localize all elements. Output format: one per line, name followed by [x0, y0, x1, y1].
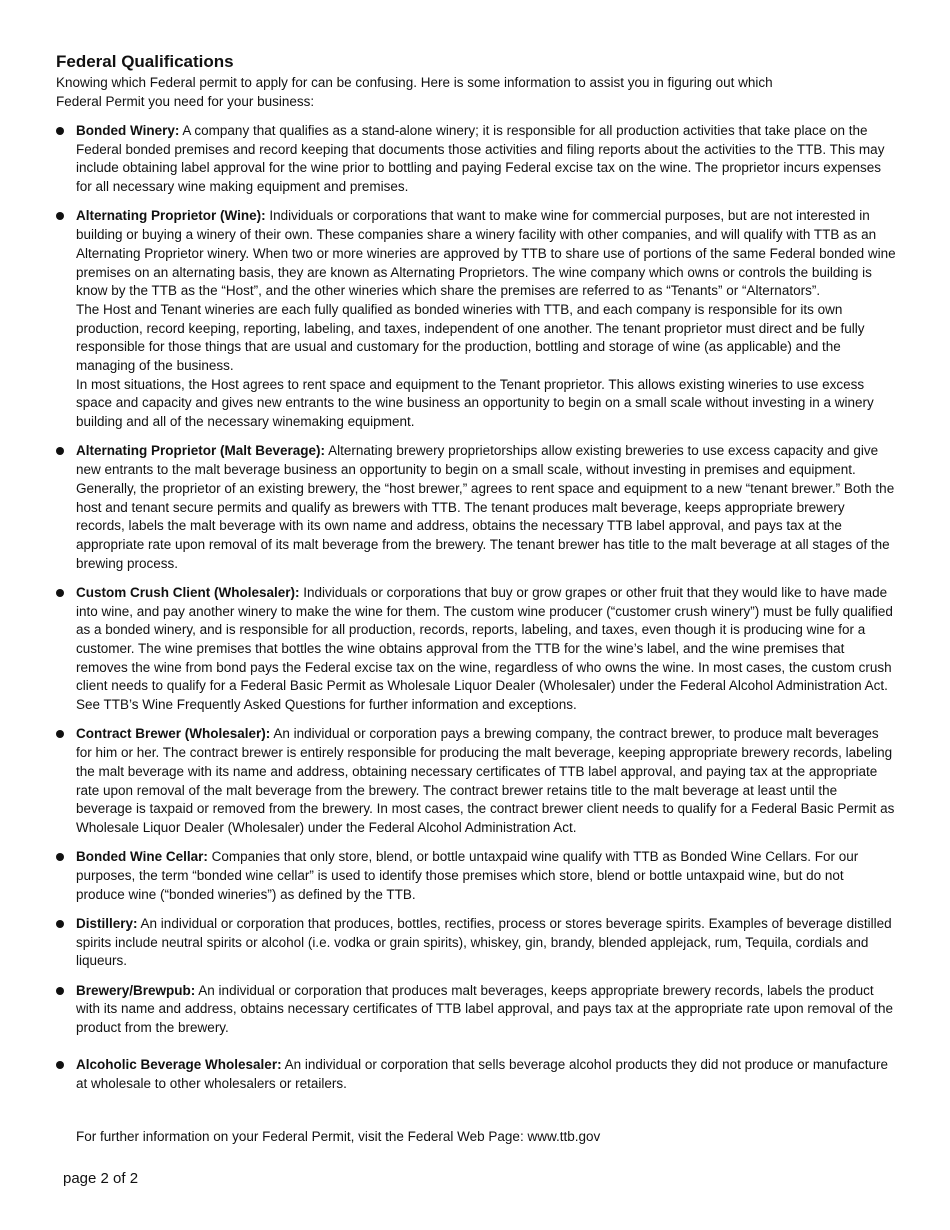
item-term: Bonded Wine Cellar:: [76, 849, 208, 865]
item-text: The Host and Tenant wineries are each fully qualified as bonded wineries with TTB, and each company is responsible for its own production, record keeping, reporting, labeling, and taxes, independent of one another. The tenant proprietor must direct and be fully responsible for those things that are usual and customary for the production, bottling and storage of wine (as applicable) and the managing of the business.: [76, 301, 865, 374]
page-title: Federal Qualifications: [56, 52, 234, 71]
bullet-icon: [56, 730, 64, 738]
bullet-icon: [56, 987, 64, 995]
list-item: [56, 122, 896, 197]
item-term: Brewery/Brewpub:: [76, 982, 196, 998]
item-paragraph: [76, 848, 896, 904]
item-paragraph: [76, 301, 896, 376]
list-item: [56, 1056, 896, 1093]
bullet-icon: [56, 1061, 64, 1069]
list-item: [56, 207, 896, 431]
item-term: Custom Crush Client (Wholesaler):: [76, 584, 300, 600]
item-term: Alcoholic Beverage Wholesaler:: [76, 1056, 282, 1072]
document-page: [56, 52, 896, 1104]
list-item: [56, 442, 896, 573]
item-term: Distillery:: [76, 915, 138, 931]
item-paragraph: [76, 1056, 896, 1093]
item-text: An individual or corporation that sells beverage alcohol products they did not produce or manufacture at wholesale to other wholesalers or retailers.: [76, 1056, 888, 1091]
item-paragraph: [76, 915, 896, 971]
item-paragraph: [76, 122, 896, 197]
item-text: Alternating brewery proprietorships allow existing breweries to use excess capacity and give new entrants to the malt beverage business an opportunity to begin on a small scale, without investing in premises and equipment. Generally, the proprietor of an existing brewery, the “host brewer,” agrees to rent space and equipment to a new “tenant brewer.” Both the host and tenant secure permits and qualify as brewers with TTB. The tenant produces malt beverage, keeps appropriate brewery records, labels the malt beverage with its own name and address, obtains the necessary TTB label approval, and pays tax at the appropriate rate upon removal of its malt beverage from the brewery. The tenant brewer has title to the malt beverage at all stages of the brewing process.: [76, 443, 895, 571]
list-item: [56, 584, 896, 715]
item-term: Bonded Winery:: [76, 123, 180, 138]
item-paragraph: [76, 982, 896, 1038]
item-text: An individual or corporation that produces, bottles, rectifies, process or stores beverage spirits. Examples of beverage distilled spirits include neutral spirits or alcohol (i.e. vodka or grain spirits), whiskey, gin, brandy, blended applejack, rum, Tequila, cordials and liqueurs.: [76, 915, 892, 969]
list-item: [56, 725, 896, 837]
list-item: [56, 848, 896, 904]
item-text: An individual or corporation pays a brewing company, the contract brewer, to produce malt beverages for him or her. The contract brewer is entirely responsible for producing the malt beverage, keeping appropriate brewery records, labeling the malt beverage with its name and address, obtaining necessary certificates of TTB label approval, and paying tax at the appropriate rate upon removal of the malt beverage from the brewery. The contract brewer retains title to the malt beverage at least until the beverage is taxpaid or removed from the brewery. In most cases, the contract brewer client needs to qualify for a Federal Basic Permit as Wholesale Liquor Dealer (Wholesaler) under the Federal Alcohol Administration Act.: [76, 726, 895, 835]
item-paragraph: [76, 207, 896, 301]
bullet-icon: [56, 212, 64, 220]
page-number: page 2 of 2: [63, 1170, 139, 1187]
list-item: [56, 982, 896, 1038]
item-term: Alternating Proprietor (Malt Beverage):: [76, 443, 326, 459]
item-text: In most situations, the Host agrees to rent space and equipment to the Tenant proprietor. This allows existing wineries to use excess space and capacity and gives new entrants to the wine business an opportunity to begin on a small scale without investing in a winery building and all of the necessary winemaking equipment.: [76, 376, 874, 430]
bullet-icon: [56, 447, 64, 455]
footer-info: For further information on your Federal Permit, visit the Federal Web Page: www.ttb.gov: [76, 1129, 601, 1144]
item-text: A company that qualifies as a stand-alone winery; it is responsible for all production activities that take place on the Federal bonded premises and record keeping that documents those activities and filing reports about the activities to the TTB. This may include obtaining label approval for the wine prior to bottling and paying Federal excise tax on the wine. The proprietor incurs expenses for all necessary wine making equipment and premises.: [76, 123, 885, 195]
bullet-icon: [56, 920, 64, 928]
list-item: [56, 915, 896, 971]
item-text: Companies that only store, blend, or bottle untaxpaid wine qualify with TTB as Bonded Wine Cellars. For our purposes, the term “bonded wine cellar” is used to identify those premises which store, blend or bottle untaxpaid wine, but do not produce wine (“bonded wineries”) as defined by the TTB.: [76, 849, 859, 902]
item-term: Alternating Proprietor (Wine):: [76, 208, 266, 224]
item-paragraph: [76, 442, 896, 573]
bullet-icon: [56, 853, 64, 861]
item-text: Individuals or corporations that buy or grow grapes or other fruit that they would like to have made into wine, and pay another winery to make the wine for them. The custom wine producer (“customer crush winery”) must be fully qualified as a bonded winery, and is responsible for all production, records, reports, labeling, and taxes, even though it is producing wine for a customer. The wine premises that bottles the wine obtains approval from the TTB for the wine’s label, and the wine premises that removes the wine from bond pays the Federal excise tax on the wine, regardless of who owns the wine. In most cases, the custom crush client needs to qualify for a Federal Basic Permit as Wholesale Liquor Dealer (Wholesaler) under the Federal Alcohol Administration Act. See TTB’s Wine Frequently Asked Questions for further information and exceptions.: [76, 584, 893, 713]
item-term: Contract Brewer (Wholesaler):: [76, 726, 271, 742]
item-paragraph: [76, 584, 896, 715]
bullet-icon: [56, 127, 64, 135]
intro-paragraph: Knowing which Federal permit to apply for can be confusing. Here is some information to assist you in figuring out which Federal Permit you need for your business:: [56, 75, 773, 109]
bullet-icon: [56, 589, 64, 597]
qualifications-list: [56, 122, 896, 1093]
item-paragraph: [76, 725, 896, 837]
item-text: Individuals or corporations that want to make wine for commercial purposes, but are not interested in building or buying a winery of their own. These companies share a winery facility with other companies, and will qualify with TTB as an Alternating Proprietor winery. When two or more wineries are approved by TTB to share use of portions of the same Federal bonded wine premises on an alternating basis, they are known as Alternating Proprietors. The wine company which owns or controls the building is know by the TTB as the “Host”, and the other wineries which share the premises are referred to as “Tenants” or “Alternators”.: [76, 208, 896, 299]
item-text: An individual or corporation that produces malt beverages, keeps appropriate brewery records, labels the product with its name and address, obtains necessary certificates of TTB label approval, and pays tax at the appropriate rate upon removal of the product from the brewery.: [76, 982, 893, 1036]
item-paragraph: [76, 376, 896, 432]
